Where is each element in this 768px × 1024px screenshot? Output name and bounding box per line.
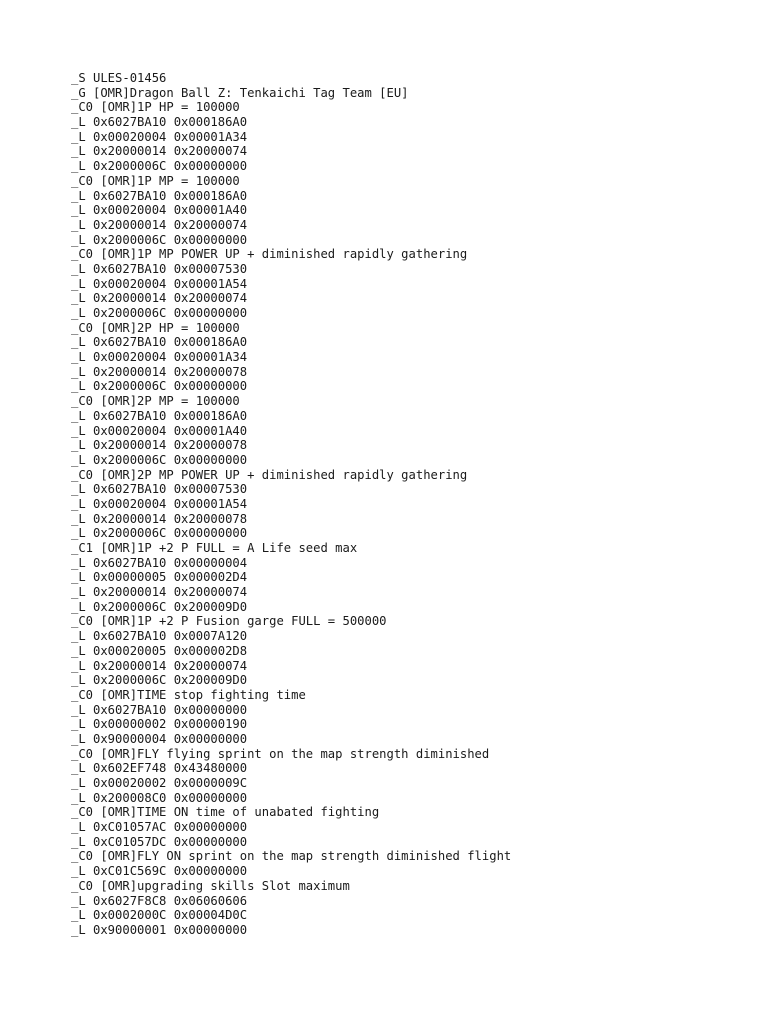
document-line: _G [OMR]Dragon Ball Z: Tenkaichi Tag Team [EU]	[71, 85, 409, 100]
document-line: _C0 [OMR]2P MP = 100000	[71, 394, 240, 409]
document-line: _L 0xC01057DC 0x00000000	[71, 834, 248, 849]
document-line: _L 0x2000006C 0x200009D0	[71, 673, 248, 688]
document-line: _L 0x200008C0 0x00000000	[71, 790, 248, 805]
document-line: _L 0x00020002 0x0000009C	[71, 776, 248, 790]
document-line: _L 0x6027BA10 0x000186A0	[71, 335, 248, 350]
document-line: _C0 [OMR]2P HP = 100000	[71, 320, 240, 335]
document-line: _L 0x2000006C 0x00000000	[71, 452, 248, 467]
document-line: _L 0x90000004 0x00000000	[71, 731, 248, 746]
document-line: _L 0x0002000C 0x00004D0C	[71, 908, 248, 923]
document-line: _L 0x6027BA10 0x00000000	[71, 702, 248, 717]
document-line: _L 0x20000014 0x20000074	[71, 658, 248, 673]
document-line: _C0 [OMR]1P MP = 100000	[71, 173, 240, 188]
document-line: _C0 [OMR]FLY flying sprint on the map strength diminished	[71, 746, 490, 761]
document-line: _L 0x2000006C 0x00000000	[71, 379, 248, 394]
document-line: _L 0x00000005 0x000002D4	[71, 570, 248, 585]
document-line: _L 0x20000014 0x20000074	[71, 217, 248, 232]
document-line: _C0 [OMR]2P MP POWER UP + diminished rapidly gathering	[71, 467, 468, 482]
document-line: _L 0x2000006C 0x00000000	[71, 232, 248, 247]
document-line: _C0 [OMR]FLY ON sprint on the map strength diminished flight	[71, 849, 512, 864]
document-line: _L 0x20000014 0x20000074	[71, 291, 248, 306]
document-line: _L 0x6027BA10 0x000186A0	[71, 408, 248, 423]
document-line: _L 0x6027BA10 0x000186A0	[71, 188, 248, 203]
document-line: _L 0x20000014 0x20000074	[71, 144, 248, 159]
document-line: _L 0x00020004 0x00001A40	[71, 423, 248, 438]
cheat-code-document	[71, 71, 751, 938]
document-line: _L 0x00020004 0x00001A34	[71, 129, 248, 144]
document-line: _L 0x00020004 0x00001A54	[71, 496, 248, 511]
document-line: _L 0x20000014 0x20000078	[71, 364, 248, 379]
document-line: _L 0x00000002 0x00000190	[71, 717, 248, 732]
document-line: _L 0x2000006C 0x200009D0	[71, 599, 248, 614]
document-line: _L 0x20000014 0x20000074	[71, 585, 248, 600]
document-line: _C0 [OMR]1P MP POWER UP + diminished rapidly gathering	[71, 247, 468, 262]
document-line: _L 0x6027F8C8 0x06060606	[71, 893, 248, 908]
document-line: _L 0x2000006C 0x00000000	[71, 159, 248, 174]
document-line: _C0 [OMR]1P HP = 100000	[71, 100, 240, 115]
document-line: _L 0x6027BA10 0x00000004	[71, 555, 248, 570]
document-line: _L 0xC01057AC 0x00000000	[71, 820, 248, 835]
document-line: _L 0x20000014 0x20000078	[71, 438, 248, 453]
document-line: _L 0x6027BA10 0x00007530	[71, 482, 248, 497]
document-line: _L 0x00020005 0x000002D8	[71, 643, 248, 658]
document-line: _C0 [OMR]TIME ON time of unabated fighting	[71, 805, 380, 820]
document-line: _L 0x6027BA10 0x0007A120	[71, 629, 248, 644]
document-line: _L 0x6027BA10 0x000186A0	[71, 115, 248, 130]
document-line: _L 0x6027BA10 0x00007530	[71, 261, 248, 276]
document-line: _L 0x2000006C 0x00000000	[71, 306, 248, 320]
document-line: _S ULES-01456	[71, 71, 167, 85]
document-line: _L 0x602EF748 0x43480000	[71, 761, 248, 776]
document-line: _L 0xC01C569C 0x00000000	[71, 864, 248, 879]
document-line: _L 0x00020004 0x00001A54	[71, 276, 248, 291]
document-line: _L 0x00020004 0x00001A34	[71, 350, 248, 365]
document-line: _C0 [OMR]1P +2 P Fusion garge FULL = 500000	[71, 614, 387, 629]
document-line: _C0 [OMR]TIME stop fighting time	[71, 687, 306, 702]
document-line: _L 0x90000001 0x00000000	[71, 922, 248, 937]
document-line: _L 0x2000006C 0x00000000	[71, 526, 248, 541]
document-line: _L 0x00020004 0x00001A40	[71, 203, 248, 218]
document-line: _L 0x20000014 0x20000078	[71, 511, 248, 526]
document-line: _C1 [OMR]1P +2 P FULL = A Life seed max	[71, 541, 358, 555]
document-line: _C0 [OMR]upgrading skills Slot maximum	[71, 878, 350, 893]
